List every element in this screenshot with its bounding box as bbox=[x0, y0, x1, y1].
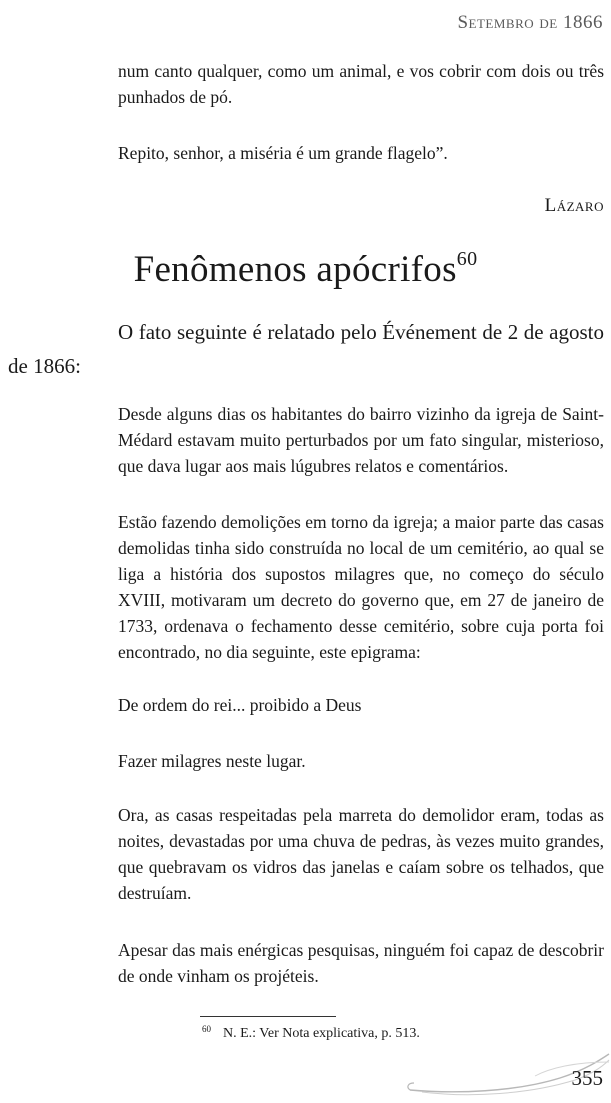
footnote-mark: 60 bbox=[202, 1024, 211, 1034]
epigram-line: Fazer milagres neste lugar. bbox=[118, 751, 306, 771]
signature: Lázaro bbox=[544, 195, 604, 216]
continuation-paragraph: num canto qualquer, como um animal, e vos cobrir com dois ou três punhados de pó. bbox=[118, 61, 604, 107]
intro-paragraph: O fato seguinte é relatado pelo Événement de 2 de agosto de 1866: bbox=[8, 320, 604, 378]
repeat-paragraph: Repito, senhor, a miséria é um grande flagelo”. bbox=[118, 143, 448, 163]
quote-paragraph: Estão fazendo demolições em torno da igreja; a maior parte das casas demolidas tinha sido construída no local de um cemitério, ao qual se liga a história dos supostos milagres que, no começo do século XVIII, motivaram um decreto do governo que, em 27 de janeiro de 1733, ordenava o fechamento desse cemitério, sobre cuja porta foi encontrado, no dia seguinte, este epigrama: bbox=[118, 512, 604, 662]
footnote bbox=[202, 1024, 420, 1042]
page-number: 355 bbox=[571, 1066, 603, 1090]
footnote-rule bbox=[200, 1016, 336, 1017]
quote-paragraph: Apesar das mais enérgicas pesquisas, ninguém foi capaz de descobrir de onde vinham os projéteis. bbox=[118, 940, 604, 986]
quote-paragraph: Ora, as casas respeitadas pela marreta do demolidor eram, todas as noites, devastadas por uma chuva de pedras, às vezes muito grandes, que quebravam os vidros das janelas e caíam sobre os telhados, que destruíam. bbox=[118, 805, 604, 903]
epigram-line: De ordem do rei... proibido a Deus bbox=[118, 695, 362, 715]
section-title bbox=[0, 248, 611, 291]
running-head: Setembro de 1866 bbox=[457, 12, 603, 33]
title-footnote-mark: 60 bbox=[456, 248, 478, 270]
footnote-text: N. E.: Ver Nota explicativa, p. 513. bbox=[223, 1026, 420, 1041]
quote-paragraph: Desde alguns dias os habitantes do bairro vizinho da igreja de Saint-Médard estavam muito perturbados por um fato singular, misterioso, que dava lugar aos mais lúgubres relatos e comentários. bbox=[118, 404, 604, 476]
section-title-text: Fenômenos apócrifos bbox=[133, 249, 457, 290]
